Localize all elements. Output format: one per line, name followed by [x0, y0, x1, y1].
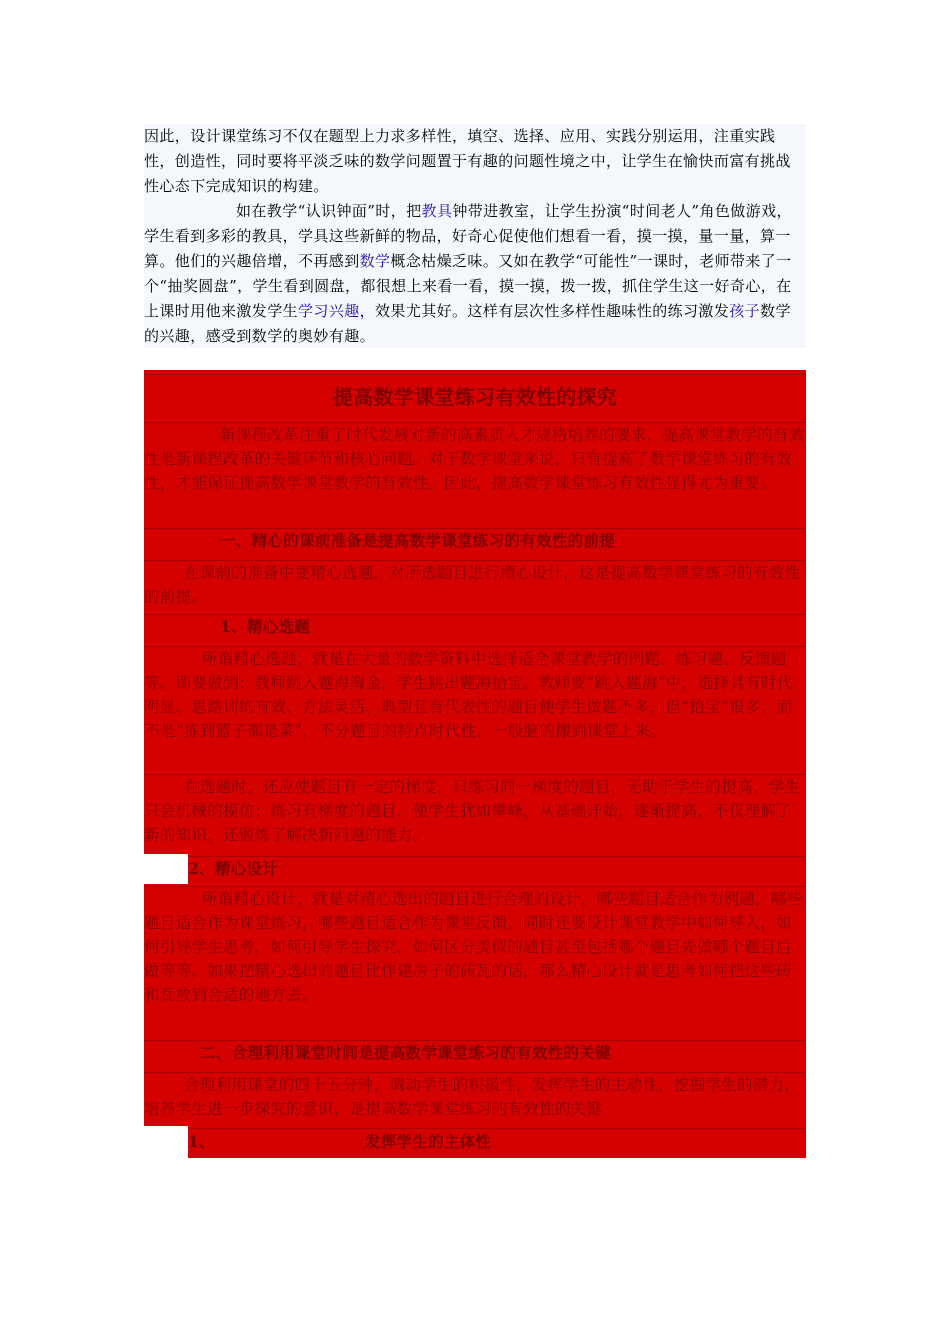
text-run: 概念枯燥乏味。又如在教学“可能性”一课时，老师带来了一个“抽奖圆盘”，学生看到圆盘，都很想上来看一看，摸一摸，拨一拨，抓住学生这一好奇心，在上课时用他来激发学生 [144, 252, 792, 320]
link-learning-interest[interactable]: 学习兴趣 [298, 302, 360, 320]
section-heading-row [144, 528, 806, 553]
paragraph-row [144, 560, 806, 609]
subheading-2-1 [188, 1129, 806, 1155]
text-run: ，效果尤其好。这样有层次性多样性趣味性的练习激发 [359, 302, 730, 320]
article-paragraph: 在选题时，还应使题目有一定的梯度，只练习同一梯度的题目，无助于学生的提高，学生只会机械的模仿；练习有梯度的题目，使学生犹如攀峰，从基础开始，逐渐提高，不仅理解了新的知识，还锻炼了解决新问题的能力。 [144, 778, 801, 844]
section-heading-2: 二、合理利用课堂时间是提高数学课堂练习的有效性的关键 [200, 1043, 611, 1062]
article-title-row [144, 374, 806, 419]
article-paragraph: 在课前的准备中要精心选题，对所选题目进行精心设计，这是提高数学课堂练习的有效性的前提。 [144, 564, 801, 606]
notch [144, 854, 188, 884]
paragraph-row [144, 774, 806, 847]
text-run: 数学的兴趣，感受到数学的奥妙有趣。 [144, 302, 791, 345]
article-paragraph: 所谓精心设计，就是对精心选出的题目进行合理的设计，哪些题目适合作为例题，哪些题目适合作为课堂练习，哪些题目适合作为课堂反馈，同时还要设计课堂教学中如何导入，如何引导学生思考，如何引导学生探究，如何区分类似的题目甚至包括哪个题目先做哪个题目后做等等。如果把精心选出的题目比作建房子的砖瓦的话，那么精心设计就是思考如何把这些砖和瓦放到合适的地方去。 [144, 890, 803, 1004]
subheading-text: 发挥学生的主体性 [364, 1132, 492, 1151]
subheading-row [188, 1128, 806, 1155]
article-title: 提高数学课堂练习有效性的探究 [332, 385, 618, 409]
subheading-row [188, 856, 806, 881]
subheading-1-1: 1、精心选题 [220, 617, 311, 636]
paragraph-row [144, 886, 806, 1007]
paragraph-row [144, 646, 806, 743]
article-paragraph: 合理利用课堂的四十五分钟，调动学生的积极性，发挥学生的主动性，挖掘学生的潜力，培养学生进一步探究的意识，是提高数学课堂练习的有效性的关键 [144, 1076, 801, 1118]
article-paragraph: 所谓精心选题，就是在大量的数学资料中选择适合课堂教学的例题、练习题、反馈题等。即要做到：教师跳入题海淘金，学生跳出题海拾宝。教师要“跳入题海”中，选择具有时代明显、思路训练有效、方法灵活、典型且有代表性的题目使学生做题不多，但“拾宝”很多，而不是“拣到篮子都是菜”，不分题目的特点时代性，一股脑的搬到课堂上来。 [144, 650, 793, 740]
link-children[interactable]: 孩子 [729, 302, 761, 320]
subheading-1-2: 2、精心设计 [188, 859, 279, 878]
link-math[interactable]: 数学 [359, 252, 391, 270]
text-run: 如在教学“认识钟面”时，把 [236, 202, 422, 220]
article-paragraph: 新课程改革注重了时代发展对新的高素质人才规格培养的要求，提高课堂教学的有效性是新课程改革的关键环节和核心问题。对于数学课堂来说，只有提高了数学课堂练习的有效性，才能保证提高数学课堂教学的有效性。因此，提高数学课堂练习有效性显得尤为重要。 [144, 426, 805, 492]
section-heading-1: 一、精心的课前准备是提高数学课堂练习的有效性的前提 [220, 531, 616, 550]
subheading-number: 1、 [188, 1132, 215, 1151]
intro-block [144, 124, 806, 348]
intro-paragraph-1: 因此，设计课堂练习不仅在题型上力求多样性，填空、选择、应用、实践分别运用，注重实践性，创造性，同时要将平淡乏味的数学问题置于有趣的问题性境之中，让学生在愉快而富有挑战性心态下完成知识的构建。 [144, 127, 791, 195]
section-heading-row [144, 1040, 806, 1065]
link-teaching-aids[interactable]: 教具 [421, 202, 453, 220]
text-run: 钟带进教室，让学生扮演“时间老人”角色做游戏，学生看到多彩的教具，学具这些新鲜的物品，好奇心促使他们想看一看，摸一摸，量一量，算一算。他们的兴趣倍增，不再感到 [144, 202, 792, 270]
paragraph-row [144, 1072, 806, 1121]
intro-paragraph-2 [144, 199, 806, 349]
article-intro-row [144, 422, 806, 495]
subheading-row [144, 614, 806, 639]
